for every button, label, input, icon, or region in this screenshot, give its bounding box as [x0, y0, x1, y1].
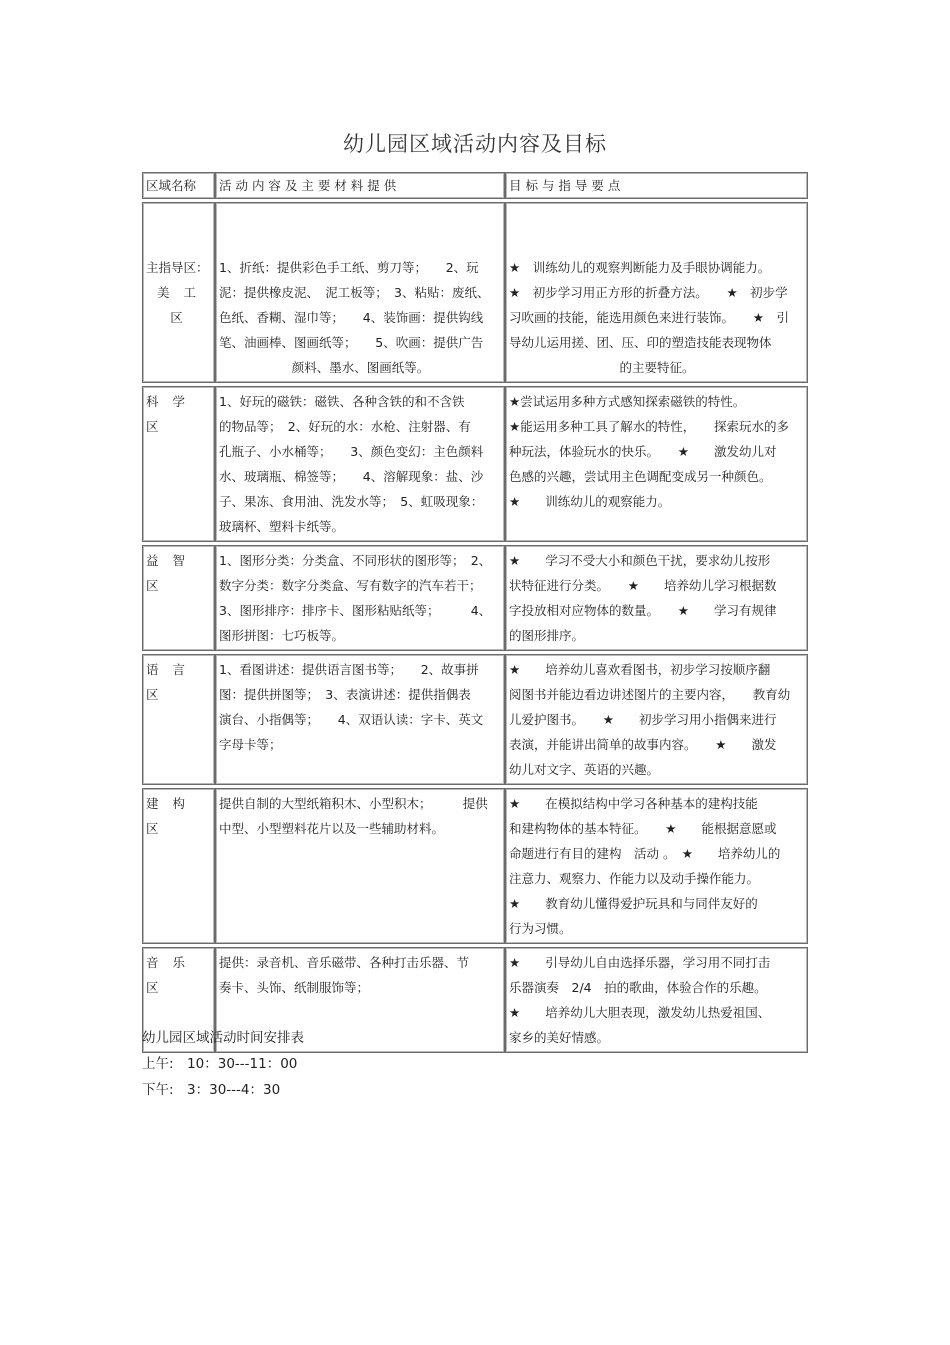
area-cell — [142, 654, 215, 785]
goal-line: ★ 训练幼儿的观察能力。 — [509, 494, 671, 509]
content-line: 水、玻璃瓶、棉签等； 4、溶解现象：盐、沙 — [219, 469, 484, 484]
goal-line: ★ 在模拟结构中学习各种基本的建构技能 — [509, 796, 758, 811]
goal-cell — [505, 545, 808, 651]
table-row — [142, 788, 808, 944]
page-title: 幼儿园区域活动内容及目标 — [343, 132, 607, 156]
goal-cell — [505, 788, 808, 944]
goal-line: 状特征进行分类。 ★ 培养幼儿学习根据数 — [509, 578, 777, 593]
content-line: 奏卡、头饰、纸制服饰等； — [219, 980, 370, 995]
content-line: 泥：提供橡皮泥、 泥工板等； 3、粘贴：废纸、 — [219, 285, 490, 300]
area-label: 语 言 区 — [146, 662, 190, 702]
area-label: 音 乐 区 — [146, 955, 190, 995]
area-cell — [142, 202, 215, 383]
header-area-name: 区域名称 — [142, 172, 215, 199]
goal-line: 习吹画的技能，能选用颜色来进行装饰。 ★ 引 — [509, 310, 789, 325]
goal-line: 儿爱护图书。 ★ 初步学习用小指偶来进行 — [509, 712, 777, 727]
table-row — [142, 654, 808, 785]
goal-cell — [505, 947, 808, 1053]
goal-cell — [505, 386, 808, 542]
goal-line: 家乡的美好情感。 — [509, 1030, 610, 1045]
content-cell — [215, 545, 505, 651]
goal-line: 行为习惯。 — [509, 921, 572, 936]
area-label: 科 学 区 — [146, 394, 190, 434]
goal-line: ★ 初步学习用正方形的折叠方法。 ★ 初步学 — [509, 285, 788, 300]
area-cell — [142, 386, 215, 542]
table-row — [142, 386, 808, 542]
schedule-morning: 上午: 10：30---11：00 — [142, 1056, 298, 1072]
content-cell — [215, 654, 505, 785]
goal-line: 和建构物体的基本特征。 ★ 能根据意愿或 — [509, 821, 777, 836]
goal-line: ★ 培养幼儿喜欢看图书，初步学习按顺序翻 — [509, 662, 771, 677]
area-cell — [142, 788, 215, 944]
goal-line: 注意力、观察力、作能力以及动手操作能力。 — [509, 871, 760, 886]
goal-line: 种玩法，体验玩水的快乐。 ★ 激发幼儿对 — [509, 444, 777, 459]
content-line: 演台、小指偶等； 4、双语认读：字卡、英文 — [219, 712, 484, 727]
content-cell — [215, 788, 505, 944]
content-line: 1、好玩的磁铁：磁铁、各种含铁的和不含铁 — [219, 394, 465, 409]
goal-line: 命题进行有目的建构 活动 。 ★ 培养幼儿的 — [509, 846, 781, 861]
goal-line: ★ 引导幼儿自由选择乐器，学习用不同打击 — [509, 955, 771, 970]
goal-line: ★ 训练幼儿的观察判断能力及手眼协调能力。 — [509, 260, 771, 275]
schedule-title: 幼儿园区域活动时间安排表 — [142, 1030, 304, 1046]
goal-line: ★ 教育幼儿懂得爱护玩具和与同伴友好的 — [509, 896, 758, 911]
content-line: 图形拼图：七巧板等。 — [219, 628, 345, 643]
content-line: 1、折纸：提供彩色手工纸、剪刀等； 2、玩 — [219, 260, 479, 275]
content-line: 笔、油画棒、图画纸等； 5、吹画：提供广告 — [219, 335, 484, 350]
content-cell — [215, 386, 505, 542]
content-line: 玻璃杯、塑料卡纸等。 — [219, 519, 345, 534]
goal-line: 导幼儿运用搓、团、压、印的塑造技能表现物体 — [509, 335, 772, 350]
goal-line: ★ 培养幼儿大胆表现，激发幼儿热爱祖国、 — [509, 1005, 771, 1020]
content-line: 孔瓶子、小水桶等； 3、颜色变幻：主色颜料 — [219, 444, 484, 459]
header-goals: 目 标 与 指 导 要 点 — [505, 172, 808, 199]
content-line: 3、图形排序：排序卡、图形粘贴纸等； 4、 — [219, 603, 492, 618]
content-cell — [215, 202, 505, 383]
goal-cell — [505, 202, 808, 383]
goal-line: 乐器演奏 2/4 拍的歌曲，体验合作的乐趣。 — [509, 980, 767, 995]
goal-line: ★ 学习不受大小和颜色干扰，要求幼儿按形 — [509, 553, 771, 568]
content-line: 数字分类：数字分类盒、写有数字的汽车若干； — [219, 578, 482, 593]
schedule-afternoon: 下午: 3：30---4：30 — [142, 1082, 281, 1098]
content-line: 色纸、香糊、湿巾等； 4、装饰画：提供钩线 — [219, 310, 484, 325]
content-line: 1、图形分类：分类盒、不同形状的图形等； 2、 — [219, 553, 492, 568]
area-label: 主指导区： — [146, 260, 209, 275]
goal-line: 表演，并能讲出简单的故事内容。 ★ 激发 — [509, 737, 777, 752]
goal-line: 字投放相对应物体的数量。 ★ 学习有规律 — [509, 603, 777, 618]
goal-line: 的主要特征。 — [619, 360, 695, 375]
content-line: 字母卡等； — [219, 737, 282, 752]
table-row — [142, 202, 808, 383]
goal-line: 阅图书并能边看边讲述图片的主要内容， 教育幼 — [509, 687, 791, 702]
goal-cell — [505, 654, 808, 785]
area-cell — [142, 545, 215, 651]
content-line: 提供自制的大型纸箱积木、小型积木； 提供 — [219, 796, 488, 811]
table-header-row — [142, 172, 808, 199]
goal-line: 的图形排序。 — [509, 628, 585, 643]
header-content: 活 动 内 容 及 主 要 材 料 提 供 — [215, 172, 505, 199]
content-line: 子、果冻、食用油、洗发水等； 5、虹吸现象： — [219, 494, 484, 509]
goal-line: 色感的兴趣，尝试用主色调配变成另一种颜色。 — [509, 469, 772, 484]
activity-table — [142, 169, 808, 1056]
goal-line: ★能运用多种工具了解水的特性， 探索玩水的多 — [509, 419, 789, 434]
content-line: 中型、小型塑料花片以及一些辅助材料。 — [219, 821, 445, 836]
table-row — [142, 545, 808, 651]
area-label: 建 构 区 — [146, 796, 190, 836]
content-line: 图：提供拼图等； 3、表演讲述：提供指偶表 — [219, 687, 471, 702]
goal-line: ★尝试运用多种方式感知探索磁铁的特性。 — [509, 394, 746, 409]
content-line: 1、看图讲述：提供语言图书等； 2、故事拼 — [219, 662, 479, 677]
content-line: 的物品等； 2、好玩的水：水枪、注射器、有 — [219, 419, 471, 434]
schedule-section — [142, 1025, 304, 1103]
area-label: 美 工 区 — [157, 285, 201, 325]
area-label: 益 智 区 — [146, 553, 190, 593]
goal-line: 幼儿对文字、英语的兴趣。 — [509, 762, 660, 777]
content-line: 提供：录音机、音乐磁带、各种打击乐器、节 — [219, 955, 470, 970]
content-line: 颜料、墨水、图画纸等。 — [291, 360, 430, 375]
